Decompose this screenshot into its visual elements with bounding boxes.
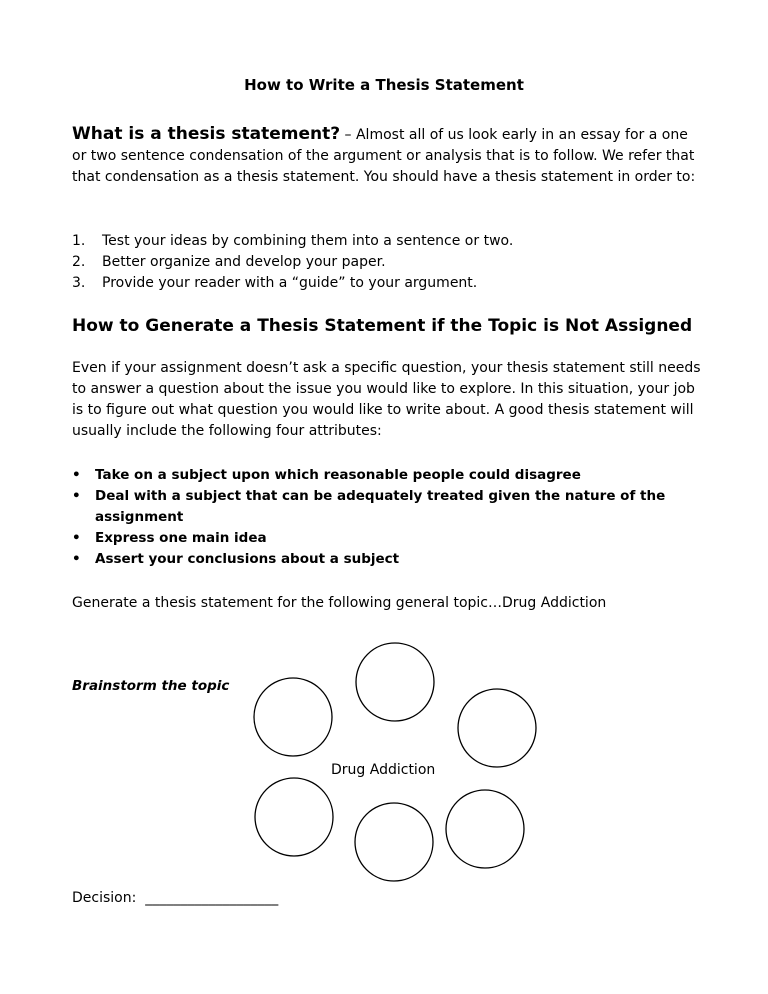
intro-heading: What is a thesis statement? xyxy=(72,124,341,144)
section-heading: How to Generate a Thesis Statement if the Topic is Not Assigned xyxy=(72,316,693,336)
decision-label: Decision: xyxy=(72,890,137,906)
decision-blank: ___________________ xyxy=(145,890,279,906)
list-number: 2. xyxy=(72,254,86,270)
brainstorm-label: Brainstorm the topic xyxy=(72,678,230,694)
brainstorm-circle xyxy=(446,790,524,868)
list-text: Express one main idea xyxy=(95,530,267,546)
list-text: Take on a subject upon which reasonable people could disagree xyxy=(95,467,581,483)
brainstorm-circle xyxy=(255,778,333,856)
list-text: Assert your conclusions about a subject xyxy=(95,551,400,567)
brainstorm-circle xyxy=(355,803,433,881)
intro-text: Almost all of us look early in an essay for a one or two sentence condensation of the argument or analysis that is to follow. We refer that that condensation as a thesis statement. You should have a thesis statement in order to: xyxy=(72,127,696,185)
center-topic-label: Drug Addiction xyxy=(331,762,436,778)
intro-dash: – xyxy=(340,127,356,143)
bullet: • xyxy=(72,530,81,546)
decision-line xyxy=(72,888,702,909)
list-text: Test your ideas by combining them into a sentence or two. xyxy=(102,233,514,249)
list-text: Better organize and develop your paper. xyxy=(102,254,386,270)
document-title: How to Write a Thesis Statement xyxy=(244,76,524,94)
brainstorm-circle xyxy=(254,678,332,756)
list-text: Deal with a subject that can be adequately treated given the nature of the assignment xyxy=(95,488,666,525)
list-number: 3. xyxy=(72,275,86,291)
brainstorm-circle xyxy=(356,643,434,721)
bullet: • xyxy=(72,467,81,483)
section-paragraph: Even if your assignment doesn’t ask a specific question, your thesis statement still needs to answer a question about the issue you would like to explore. In this situation, your job is to figure out what question you would like to write about. A good thesis statement will usually include the following four attributes: xyxy=(72,360,701,439)
brainstorm-circle xyxy=(458,689,536,767)
bullet: • xyxy=(72,488,81,504)
list-number: 1. xyxy=(72,233,86,249)
list-text: Provide your reader with a “guide” to your argument. xyxy=(102,275,478,291)
prompt-text: Generate a thesis statement for the following general topic…Drug Addiction xyxy=(72,595,607,611)
bullet: • xyxy=(72,551,81,567)
